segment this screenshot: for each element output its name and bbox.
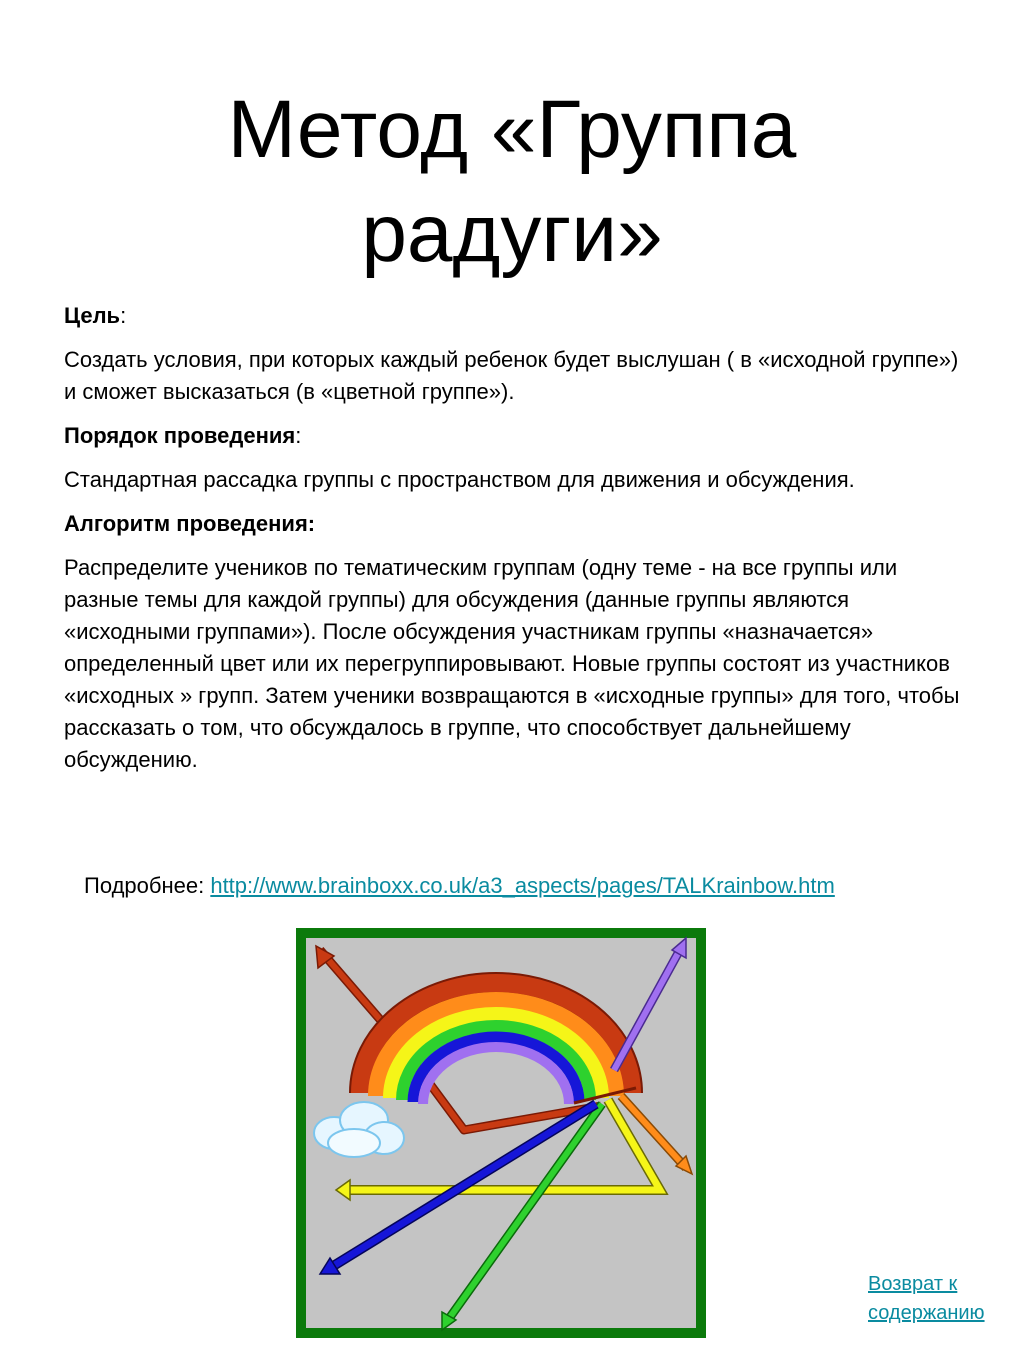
procedure-colon: : (295, 423, 302, 448)
more-info (84, 870, 984, 902)
goal-text: Создать условия, при которых каждый ребенок будет выслушан ( в «исходной группе») и сможет высказаться (в «цветной группе»). (64, 347, 959, 404)
algorithm-label: Алгоритм проведения: (64, 511, 316, 536)
title-line-1: Метод «Группа (227, 84, 797, 175)
back-to-contents-link[interactable]: Возврат к содержанию (868, 1273, 985, 1324)
algorithm-heading (64, 508, 964, 540)
goal-label: Цель (64, 303, 121, 328)
rainbow-illustration (296, 928, 706, 1338)
procedure-label: Порядок проведения (64, 423, 296, 448)
page-title (0, 78, 1024, 286)
back-to-contents (868, 1270, 1008, 1328)
algorithm-text: Распределите учеников по тематическим группам (одну теме - на все группы или разные темы для каждой группы) для обсуждения (данные группы являются «исходными группами»). После обсуждения участникам группы «назначается» определенный цвет или их перегруппировывают. Новые группы состоят из участников «исходных » групп. Затем ученики возвращаются в «исходные группы» для того, чтобы рассказать о том, что обсуждалось в группе, что способствует дальнейшему обсуждению. (64, 555, 960, 772)
title-line-2: радуги» (361, 188, 663, 279)
procedure-text: Стандартная рассадка группы с пространством для движения и обсуждения. (64, 467, 855, 492)
goal-colon: : (120, 303, 127, 328)
procedure-heading (64, 420, 964, 452)
content (64, 300, 964, 788)
more-label: Подробнее: (84, 873, 211, 898)
source-link[interactable]: http://www.brainboxx.co.uk/a3_aspects/pages/TALKrainbow.htm (210, 873, 835, 898)
goal-heading (64, 300, 964, 332)
